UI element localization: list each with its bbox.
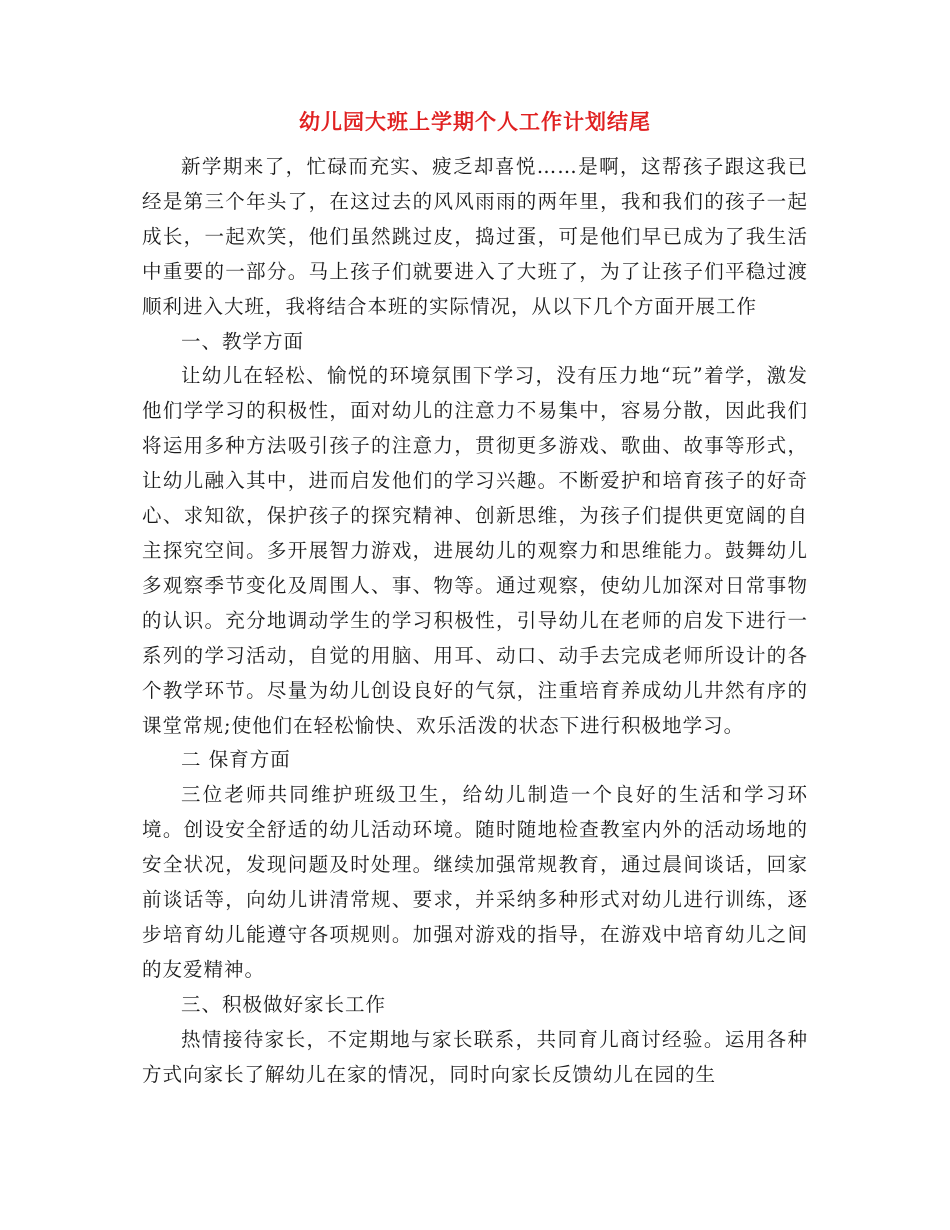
- document-body: [142, 150, 808, 1092]
- teaching-paragraph: 让幼儿在轻松、愉悦的环境氛围下学习，没有压力地“玩”着学，激发他们学学习的积极性，面对幼儿的注意力不易集中，容易分散，因此我们将运用多种方法吸引孩子的注意力，贯彻更多游戏、歌曲、故事等形式，让幼儿融入其中，进而启发他们的学习兴趣。不断爱护和培育孩子的好奇心、求知欲，保护孩子的探究精神、创新思维，为孩子们提供更宽阔的自主探究空间。多开展智力游戏，进展幼儿的观察力和思维能力。鼓舞幼儿多观察季节变化及周围人、事、物等。通过观察，使幼儿加深对日常事物的认识。充分地调动学生的学习积极性，引导幼儿在老师的启发下进行一系列的学习活动，自觉的用脑、用耳、动口、动手去完成老师所设计的各个教学环节。尽量为幼儿创设良好的气氛，注重培育养成幼儿井然有序的课堂常规;使他们在轻松愉快、欢乐活泼的状态下进行积极地学习。: [142, 364, 808, 737]
- section-heading-parents: 三、积极做好家长工作: [181, 992, 387, 1016]
- document-title: 幼儿园大班上学期个人工作计划结尾: [299, 110, 651, 134]
- section-heading-care: 二 保育方面: [181, 748, 291, 772]
- care-paragraph: 三位老师共同维护班级卫生，给幼儿制造一个良好的生活和学习环境。创设安全舒适的幼儿活动环境。随时随地检查教室内外的活动场地的安全状况，发现问题及时处理。继续加强常规教育，通过晨间谈话，回家前谈话等，向幼儿讲清常规、要求，并采纳多种形式对幼儿进行训练，逐步培育幼儿能遵守各项规则。加强对游戏的指导，在游戏中培育幼儿之间的友爱精神。: [142, 783, 808, 981]
- intro-paragraph: 新学期来了，忙碌而充实、疲乏却喜悦……是啊，这帮孩子跟这我已经是第三个年头了，在这过去的风风雨雨的两年里，我和我们的孩子一起成长，一起欢笑，他们虽然跳过皮，捣过蛋，可是他们早已成为了我生活中重要的一部分。马上孩子们就要进入了大班了，为了让孩子们平稳过渡顺利进入大班，我将结合本班的实际情况，从以下几个方面开展工作: [142, 155, 808, 318]
- parents-paragraph: 热情接待家长，不定期地与家长联系，共同育儿商讨经验。运用各种方式向家长了解幼儿在家的情况，同时向家长反馈幼儿在园的生: [142, 1027, 808, 1086]
- section-heading-teaching: 一、教学方面: [181, 329, 305, 353]
